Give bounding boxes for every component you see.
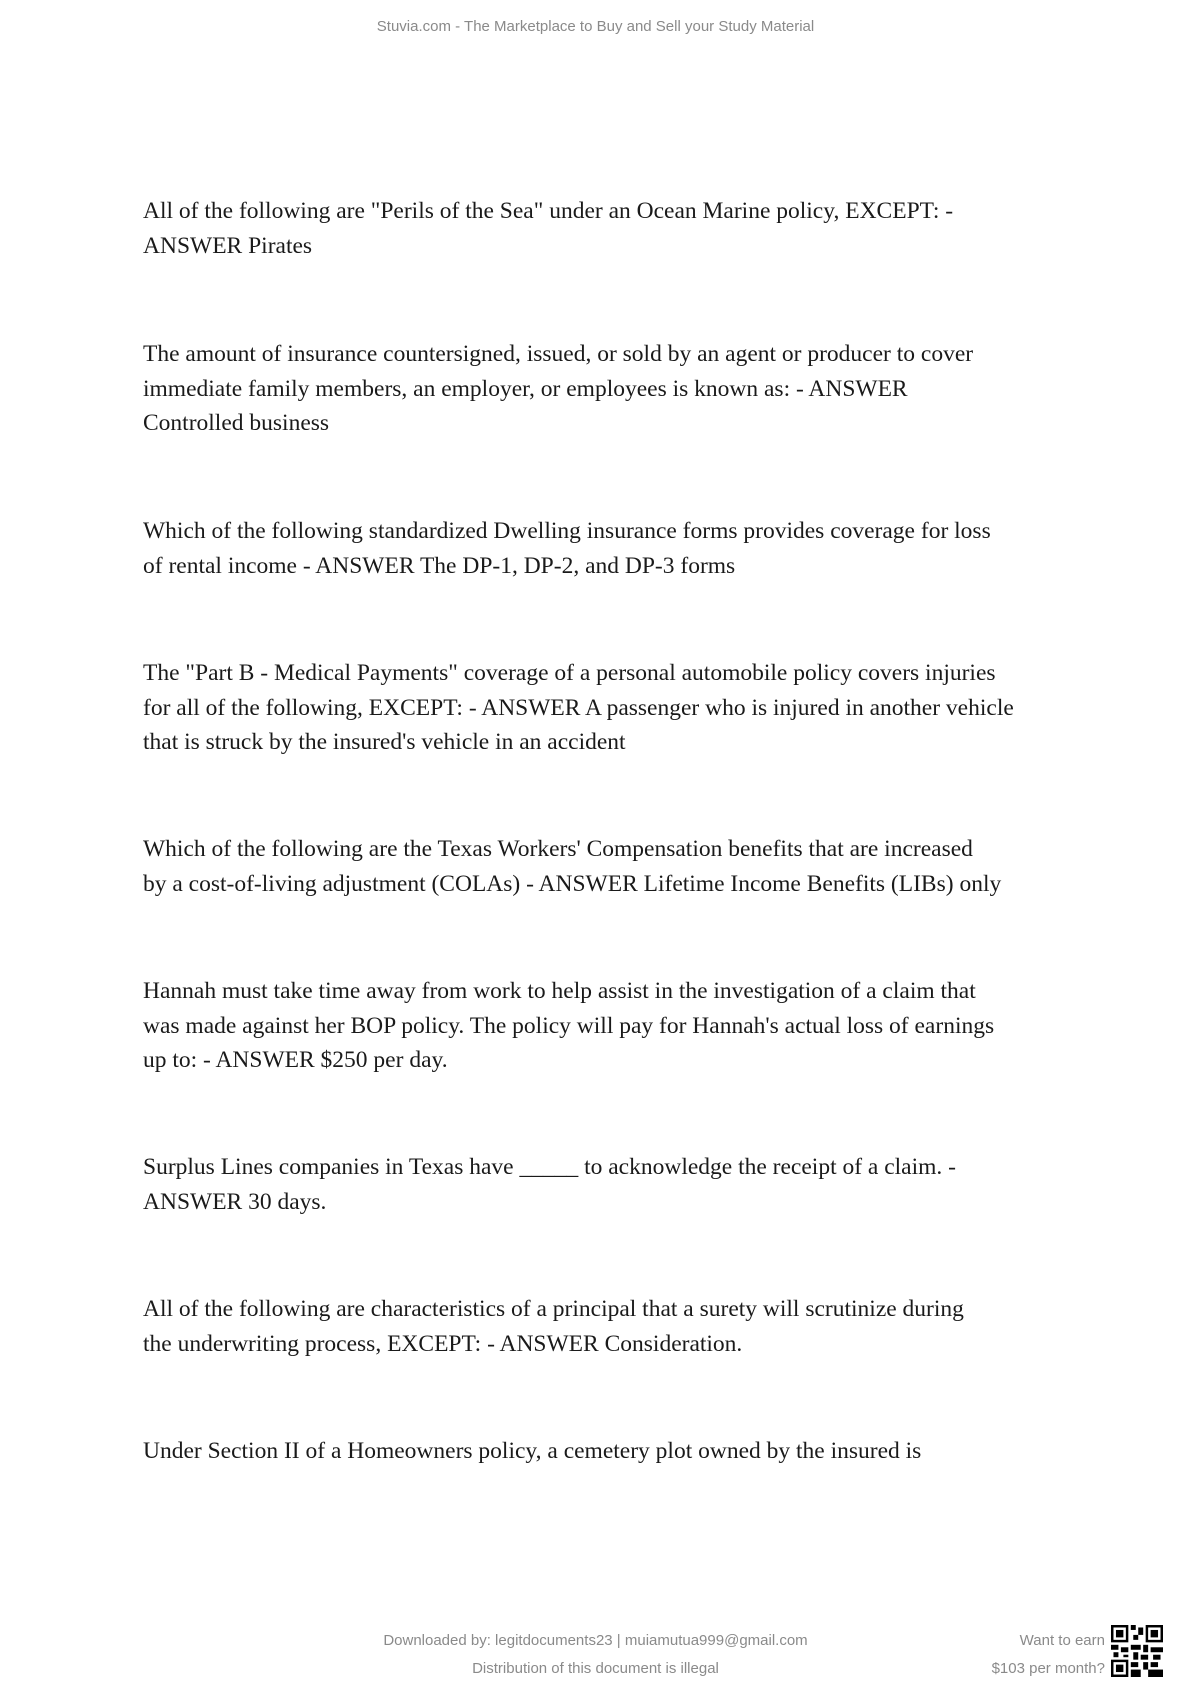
qa-paragraph xyxy=(143,1434,921,1469)
text-line: Surplus Lines companies in Texas have _____ to acknowledge the receipt of a claim. - xyxy=(143,1154,956,1180)
text-line: of rental income - ANSWER The DP-1, DP-2, and DP-3 forms xyxy=(143,552,736,579)
text-line: Which of the following are the Texas Workers' Compensation benefits that are increased xyxy=(143,836,973,862)
text-line: All of the following are "Perils of the Sea" under an Ocean Marine policy, EXCEPT: - xyxy=(143,198,954,224)
text-line: Hannah must take time away from work to help assist in the investigation of a claim that xyxy=(143,978,976,1004)
earn-promo-line1[interactable]: Want to earn xyxy=(1019,1632,1105,1649)
qa-paragraph xyxy=(143,974,994,1078)
site-header: Stuvia.com - The Marketplace to Buy and Sell your Study Material xyxy=(376,18,815,35)
text-line: ANSWER 30 days. xyxy=(143,1188,327,1215)
text-line: ANSWER Pirates xyxy=(143,232,313,259)
text-line: by a cost-of-living adjustment (COLAs) - ANSWER Lifetime Income Benefits (LIBs) only xyxy=(143,870,1002,897)
text-line: for all of the following, EXCEPT: - ANSWER A passenger who is injured in another vehicle xyxy=(143,694,1014,721)
text-line: All of the following are characteristics of a principal that a surety will scrutinize during xyxy=(143,1296,964,1322)
text-line: immediate family members, an employer, or employees is known as: - ANSWER xyxy=(143,375,908,402)
text-line: the underwriting process, EXCEPT: - ANSWER Consideration. xyxy=(143,1330,743,1357)
text-line: that is struck by the insured's vehicle in an accident xyxy=(143,729,626,756)
qa-paragraph xyxy=(143,337,973,441)
text-line: Under Section II of a Homeowners policy, a cemetery plot owned by the insured is xyxy=(143,1438,922,1464)
text-line: Controlled business xyxy=(143,410,330,437)
qa-paragraph xyxy=(143,1292,964,1361)
text-line: The amount of insurance countersigned, issued, or sold by an agent or producer to cover xyxy=(143,341,974,367)
qa-paragraph xyxy=(143,832,1001,901)
text-line: The "Part B - Medical Payments" coverage of a personal automobile policy covers injuries xyxy=(143,660,996,686)
distribution-notice: Distribution of this document is illegal xyxy=(472,1660,719,1677)
earn-promo-line2[interactable]: $103 per month? xyxy=(991,1660,1105,1677)
qa-paragraph xyxy=(143,514,991,583)
text-line: was made against her BOP policy. The policy will pay for Hannah's actual loss of earnings xyxy=(143,1012,995,1039)
text-line: Which of the following standardized Dwelling insurance forms provides coverage for loss xyxy=(143,518,991,544)
qr-code-icon[interactable] xyxy=(1111,1625,1163,1677)
qa-paragraph xyxy=(143,194,953,263)
downloaded-by-text: Downloaded by: legitdocuments23 | muiamutua999@gmail.com xyxy=(383,1632,808,1649)
qa-paragraph xyxy=(143,1150,956,1219)
qa-paragraph xyxy=(143,656,1014,760)
text-line: up to: - ANSWER $250 per day. xyxy=(143,1047,448,1074)
